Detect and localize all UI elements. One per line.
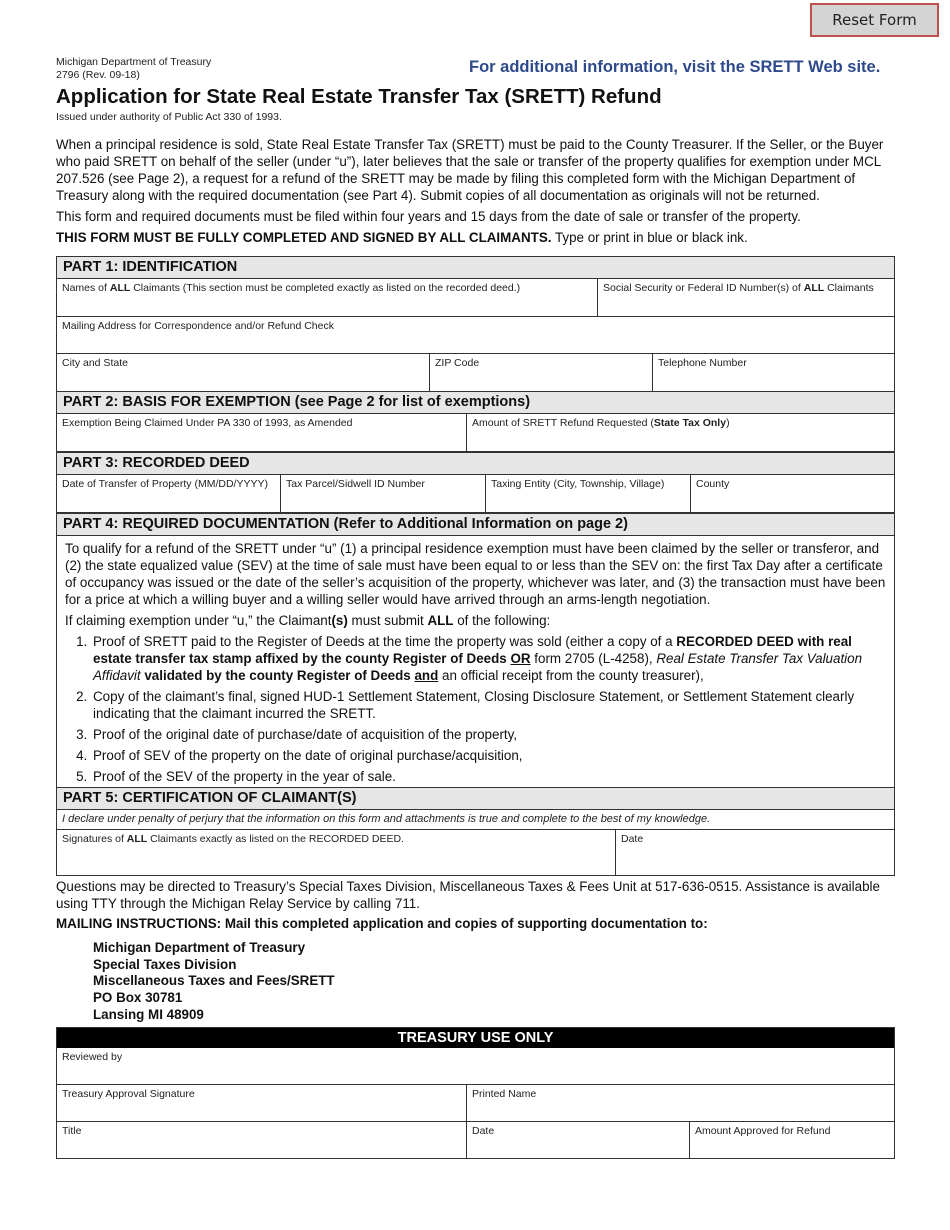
intro-text [56,136,898,250]
transfer-date-field[interactable] [57,475,281,513]
list-item: 2. Copy of the claimant’s final, signed HUD-1 Settlement Statement, Closing Disclosure Statement, or Settlement Statement clearly indicating that the claimant incurred the SRETT. [91,688,887,722]
approval-signature-label: Treasury Approval Signature [62,1088,195,1100]
perjury-declaration: I declare under penalty of perjury that the information on this form and attachments is true and complete to the best of my knowledge. [57,810,894,830]
ssn-field[interactable] [598,279,894,317]
application-form [56,256,895,876]
mailing-address-block [93,940,335,1024]
telephone-label: Telephone Number [658,357,747,369]
amount-approved-label: Amount Approved for Refund [695,1125,831,1137]
taxing-entity-label: Taxing Entity (City, Township, Village) [491,478,665,490]
approval-date-label: Date [472,1125,495,1137]
county-label: County [696,478,730,490]
intro-paragraph-1: When a principal residence is sold, State Real Estate Transfer Tax (SRETT) must be paid to the County Treasurer. If the Seller, or the Buyer who paid SRETT on behalf of the seller (under “u”), later believes that the sale or transfer of the property qualifies for exemption under MCL 207.526 (see Page 2), a request for a refund of the SRETT may be made by filing this completed form with the Michigan Department of Treasury along with the required documentation (see Part 4). Submit copies of all documentation as originals will not be returned. [56,137,884,203]
taxing-entity-field[interactable] [486,475,691,513]
zip-code-label: ZIP Code [435,357,480,369]
transfer-date-label: Date of Transfer of Property (MM/DD/YYYY) [62,478,268,490]
printed-name-label: Printed Name [472,1088,537,1100]
part2-heading: PART 2: BASIS FOR EXEMPTION (see Page 2 for list of exemptions) [57,391,894,414]
claimant-names-field[interactable] [57,279,598,317]
intro-paragraph-2: This form and required documents must be filed within four years and 15 days from the date of sale or transfer of the property. [56,209,801,224]
part5-heading: PART 5: CERTIFICATION OF CLAIMANT(S) [57,787,894,810]
list-item: 3. Proof of the original date of purchase/date of acquisition of the property, [91,726,887,743]
title-label: Title [62,1125,82,1137]
zip-code-field[interactable] [430,354,653,392]
signature-date-label: Date [621,833,644,845]
list-item: 4. Proof of SEV of the property on the date of original purchase/acquisition, [91,747,887,764]
address-line: Michigan Department of Treasury [93,940,306,955]
qualification-paragraph: To qualify for a refund of the SRETT under “u” (1) a principal residence exemption must have been claimed by the seller or transferor, and (2) the state equalized value (SEV) at the time of sale must have been equal to or less than the SEV on: the first Tax Day after a certificate of occupancy was issued or the date of the seller’s acquisition of the property, whichever was later, and (3) the transaction must have been for a price at which a willing buyer and a willing seller would have arrived through an arms-length negotiation. [65,541,886,607]
amount-approved-field[interactable] [690,1122,894,1158]
exemption-label: Exemption Being Claimed Under PA 330 of 1993, as Amended [62,417,353,429]
city-state-label: City and State [62,357,128,369]
page-title: Application for State Real Estate Transfer Tax (SRETT) Refund [56,85,662,108]
ink-instruction: Type or print in blue or black ink. [551,230,748,245]
signing-requirement: THIS FORM MUST BE FULLY COMPLETED AND SIGNED BY ALL CLAIMANTS. [56,230,552,245]
signatures-label: Signatures of ALL Claimants exactly as listed on the RECORDED DEED. [62,833,404,845]
department-name: Michigan Department of Treasury [56,56,212,68]
required-documentation [65,540,887,789]
title-field[interactable] [57,1122,467,1158]
refund-amount-label: Amount of SRETT Refund Requested (State Tax Only) [472,417,730,429]
list-item: 1. Proof of SRETT paid to the Register of Deeds at the time the property was sold (either a copy of a RECORDED DEED with real estate transfer tax stamp affixed by the county Register of Deeds OR form 2705 (L-4258), Real Estate Transfer Tax Valuation Affidavit validated by the county Register of Deeds and an official receipt from the county treasurer), [91,633,887,684]
reviewed-by-label: Reviewed by [62,1051,123,1063]
telephone-field[interactable] [653,354,894,392]
parcel-id-label: Tax Parcel/Sidwell ID Number [286,478,425,490]
part4-heading: PART 4: REQUIRED DOCUMENTATION (Refer to Additional Information on page 2) [57,513,894,536]
part3-heading: PART 3: RECORDED DEED [57,452,894,475]
srett-website-link[interactable]: For additional information, visit the SRETT Web site. [469,58,881,76]
signature-date-field[interactable] [616,830,894,875]
form-revision: 2796 (Rev. 09-18) [56,69,140,81]
list-item: 5. Proof of the SEV of the property in the year of sale. [91,768,887,785]
claim-instruction: If claiming exemption under “u,” the Claimant(s) must submit ALL of the following: [65,613,551,628]
part1-heading: PART 1: IDENTIFICATION [57,256,894,279]
claimant-names-label: Names of ALL Claimants (This section must be completed exactly as listed on the recorded deed.) [62,282,521,294]
questions-note: Questions may be directed to Treasury’s Special Taxes Division, Miscellaneous Taxes & Fees Unit at 517-636-0515. Assistance is available using TTY through the Michigan Relay Service by calling 711. [56,879,880,911]
signatures-field[interactable] [57,830,616,875]
intro-paragraph-3 [56,229,898,246]
address-line: Miscellaneous Taxes and Fees/SRETT [93,973,335,989]
reviewed-by-field[interactable] [57,1048,894,1085]
mailing-address-field[interactable] [57,317,894,354]
reset-form-button[interactable]: Reset Form [810,3,939,37]
treasury-use-section [56,1027,895,1159]
address-line: Special Taxes Division [93,956,237,972]
authority-note: Issued under authority of Public Act 330 of 1993. [56,111,282,123]
ssn-label: Social Security or Federal ID Number(s) of ALL Claimants [603,282,874,294]
refund-amount-field[interactable] [467,414,894,452]
mailing-address-label: Mailing Address for Correspondence and/or Refund Check [62,320,334,332]
city-state-field[interactable] [57,354,430,392]
documentation-list [65,633,887,785]
address-line: PO Box 30781 [93,990,183,1006]
approval-signature-field[interactable] [57,1085,467,1122]
address-line: Lansing MI 48909 [93,1006,204,1022]
printed-name-field[interactable] [467,1085,894,1122]
county-field[interactable] [691,475,894,513]
approval-date-field[interactable] [467,1122,690,1158]
exemption-field[interactable] [57,414,467,452]
treasury-heading: TREASURY USE ONLY [57,1028,894,1048]
mailing-instructions: MAILING INSTRUCTIONS: Mail this completed application and copies of supporting documentation to: [56,916,708,931]
parcel-id-field[interactable] [281,475,486,513]
